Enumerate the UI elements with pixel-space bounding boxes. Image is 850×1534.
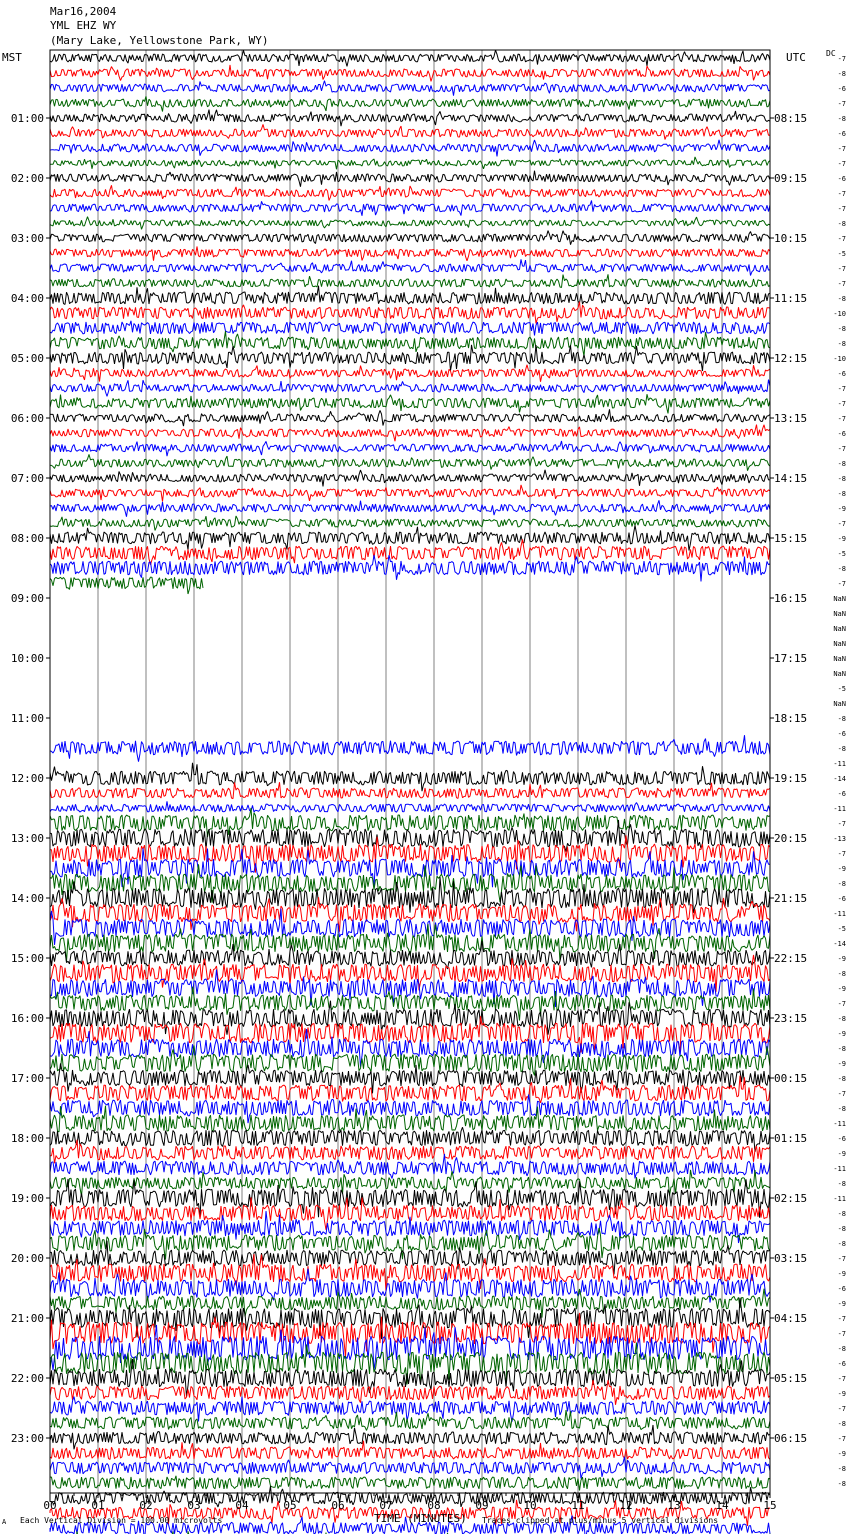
dc-offset-value: -8: [837, 565, 846, 573]
dc-offset-value: -9: [837, 865, 846, 873]
utc-hour-label: 17:15: [774, 652, 808, 665]
dc-offset-value: NaN: [833, 610, 846, 618]
seismic-trace: [50, 201, 770, 216]
mst-hour-label: 19:00: [10, 1192, 44, 1205]
utc-hour-label: 21:15: [774, 892, 808, 905]
dc-offset-value: -7: [837, 580, 846, 588]
utc-hour-label: 01:15: [774, 1132, 808, 1145]
dc-offset-value: -8: [837, 295, 846, 303]
seismic-trace: [50, 124, 770, 139]
mst-hour-label: 22:00: [10, 1372, 44, 1385]
seismic-trace: [50, 259, 770, 275]
mst-hour-label: 04:00: [10, 292, 44, 305]
vertical-scale-note: Each Vertical Division = 100.00 microvolts: [20, 1516, 223, 1525]
mst-hour-label: 23:00: [10, 1432, 44, 1445]
dc-offset-value: -8: [837, 1015, 846, 1023]
seismic-trace: [50, 525, 770, 550]
dc-offset-value: -8: [837, 220, 846, 228]
dc-offset-value: -8: [837, 460, 846, 468]
dc-offset-value: -9: [837, 1030, 846, 1038]
mst-hour-label: 03:00: [10, 232, 44, 245]
seismic-trace: [50, 1029, 770, 1067]
mst-hour-label: 09:00: [10, 592, 44, 605]
seismic-trace: [50, 516, 770, 530]
footer-corner-mark: A: [2, 1518, 7, 1526]
seismic-trace: [50, 1170, 770, 1196]
seismic-trace: [50, 171, 770, 187]
utc-hour-label: 04:15: [774, 1312, 808, 1325]
utc-hour-label: 08:15: [774, 112, 808, 125]
dc-offset-value: -8: [837, 1480, 846, 1488]
seismic-trace: [50, 924, 770, 962]
dc-offset-value: -7: [837, 520, 846, 528]
dc-offset-value: -8: [837, 745, 846, 753]
dc-offset-value: -8: [837, 340, 846, 348]
x-tick-label: 00: [43, 1499, 57, 1512]
x-tick-label: 14: [715, 1499, 729, 1512]
dc-offset-value: -7: [837, 1405, 846, 1413]
seismic-trace: [50, 96, 770, 111]
utc-hour-label: 10:15: [774, 232, 808, 245]
mst-hour-label: 11:00: [10, 712, 44, 725]
x-tick-label: 03: [187, 1499, 201, 1512]
dc-offset-value: -6: [837, 370, 846, 378]
dc-offset-value: -9: [837, 1390, 846, 1398]
seismic-trace: [50, 425, 770, 442]
dc-offset-value: -9: [837, 1300, 846, 1308]
dc-offset-value: -6: [837, 895, 846, 903]
seismic-trace: [50, 409, 770, 426]
seismic-trace: [50, 302, 770, 324]
dc-offset-value: NaN: [833, 700, 846, 708]
dc-offset-value: -7: [837, 820, 846, 828]
dc-offset-value: -9: [837, 1060, 846, 1068]
utc-hour-label: 05:15: [774, 1372, 808, 1385]
seismic-trace: [50, 470, 770, 487]
seismic-trace: [50, 1457, 770, 1479]
mst-hour-label: 21:00: [10, 1312, 44, 1325]
dc-offset-value: -8: [837, 970, 846, 978]
dc-offset-value: -11: [833, 1120, 846, 1128]
mst-hour-label: 02:00: [10, 172, 44, 185]
dc-offset-value: -7: [837, 400, 846, 408]
utc-hour-label: 02:15: [774, 1192, 808, 1205]
seismic-trace: [50, 1127, 770, 1152]
dc-offset-value: -8: [837, 115, 846, 123]
seismic-trace: [50, 380, 770, 397]
mst-hour-label: 20:00: [10, 1252, 44, 1265]
dc-offset-value: -14: [833, 775, 846, 783]
plot-date: Mar16,2004: [50, 5, 117, 18]
dc-offset-value: NaN: [833, 640, 846, 648]
dc-offset-value: NaN: [833, 655, 846, 663]
dc-offset-value: -9: [837, 1450, 846, 1458]
dc-offset-value: -6: [837, 1135, 846, 1143]
mst-hour-label: 01:00: [10, 112, 44, 125]
dc-offset-value: -8: [837, 70, 846, 78]
mst-hour-label: 16:00: [10, 1012, 44, 1025]
dc-offset-value: -11: [833, 760, 846, 768]
dc-offset-value: -11: [833, 805, 846, 813]
dc-offset-value: -13: [833, 835, 846, 843]
seismic-trace: [50, 577, 203, 594]
dc-offset-value: -8: [837, 715, 846, 723]
seismic-trace: [50, 1298, 770, 1339]
dc-offset-value: -7: [837, 235, 846, 243]
x-tick-label: 13: [667, 1499, 681, 1512]
dc-offset-value: -8: [837, 490, 846, 498]
station-location: (Mary Lake, Yellowstone Park, WY): [50, 34, 269, 47]
seismic-trace: [50, 1095, 770, 1124]
dc-offset-value: -5: [837, 250, 846, 258]
dc-offset-value: -9: [837, 985, 846, 993]
dc-offset-value: -8: [837, 1105, 846, 1113]
dc-offset-value: -8: [837, 1180, 846, 1188]
seismic-trace: [50, 485, 770, 502]
seismic-trace: [50, 50, 770, 66]
x-tick-label: 15: [763, 1499, 777, 1512]
seismic-trace: [50, 274, 770, 287]
mst-hour-label: 06:00: [10, 412, 44, 425]
seismic-trace: [50, 1410, 770, 1430]
dc-offset-value: -7: [837, 1255, 846, 1263]
mst-hour-label: 08:00: [10, 532, 44, 545]
dc-offset-value: NaN: [833, 670, 846, 678]
dc-offset-value: -7: [837, 445, 846, 453]
x-tick-label: 05: [283, 1499, 297, 1512]
dc-offset-value: -5: [837, 550, 846, 558]
seismic-trace: [50, 365, 770, 382]
dc-offset-value: -8: [837, 475, 846, 483]
seismic-trace: [50, 286, 770, 305]
seismic-trace: [50, 801, 770, 812]
dc-offset-value: -8: [837, 1210, 846, 1218]
utc-hour-label: 03:15: [774, 1252, 808, 1265]
mst-hour-label: 18:00: [10, 1132, 44, 1145]
utc-hour-label: 19:15: [774, 772, 808, 785]
dc-offset-value: -6: [837, 130, 846, 138]
dc-offset-value: -11: [833, 1195, 846, 1203]
x-tick-label: 10: [523, 1499, 537, 1512]
utc-hour-label: 06:15: [774, 1432, 808, 1445]
utc-hour-label: 11:15: [774, 292, 808, 305]
seismic-trace: [50, 500, 770, 516]
dc-offset-title: DC: [826, 49, 836, 58]
seismic-trace: [50, 217, 770, 230]
dc-offset-value: -10: [833, 310, 846, 318]
utc-hour-label: 16:15: [774, 592, 808, 605]
dc-offset-value: -8: [837, 1420, 846, 1428]
dc-offset-value: -5: [837, 925, 846, 933]
x-tick-label: 02: [139, 1499, 153, 1512]
x-tick-label: 07: [379, 1499, 393, 1512]
dc-offset-value: -7: [837, 100, 846, 108]
utc-hour-label: 22:15: [774, 952, 808, 965]
mst-hour-label: 07:00: [10, 472, 44, 485]
mst-hour-label: 12:00: [10, 772, 44, 785]
dc-offset-value: -10: [833, 355, 846, 363]
x-tick-label: 11: [571, 1499, 585, 1512]
mst-hour-label: 05:00: [10, 352, 44, 365]
dc-offset-value: -7: [837, 190, 846, 198]
seismic-trace: [50, 763, 770, 791]
dc-offset-value: -7: [837, 1375, 846, 1383]
seismic-trace: [50, 331, 770, 356]
seismic-trace: [50, 65, 770, 81]
dc-offset-value: -7: [837, 205, 846, 213]
dc-offset-value: -7: [837, 385, 846, 393]
dc-offset-value: -7: [837, 1435, 846, 1443]
dc-offset-value: -8: [837, 1045, 846, 1053]
right-axis-title: UTC: [786, 51, 806, 64]
dc-offset-value: -7: [837, 160, 846, 168]
utc-hour-label: 00:15: [774, 1072, 808, 1085]
dc-offset-value: -8: [837, 880, 846, 888]
dc-offset-value: -9: [837, 505, 846, 513]
dc-offset-value: -7: [837, 1000, 846, 1008]
dc-offset-value: -11: [833, 910, 846, 918]
seismic-trace: [50, 1476, 770, 1491]
station-code: YML EHZ WY: [50, 19, 117, 32]
dc-offset-value: -9: [837, 1150, 846, 1158]
utc-hour-label: 09:15: [774, 172, 808, 185]
dc-offset-value: -9: [837, 535, 846, 543]
dc-offset-value: -7: [837, 850, 846, 858]
dc-offset-value: -8: [837, 1465, 846, 1473]
dc-offset-value: -6: [837, 1360, 846, 1368]
seismic-trace: [50, 140, 770, 157]
dc-offset-value: -7: [837, 1090, 846, 1098]
dc-offset-value: -8: [837, 1225, 846, 1233]
dc-offset-value: -7: [837, 265, 846, 273]
dc-offset-value: -8: [837, 1240, 846, 1248]
dc-offset-value: -6: [837, 85, 846, 93]
dc-offset-value: NaN: [833, 595, 846, 603]
seismic-trace: [50, 454, 770, 470]
seismic-trace: [50, 394, 770, 413]
dc-offset-value: -7: [837, 145, 846, 153]
utc-hour-label: 20:15: [774, 832, 808, 845]
left-axis-title: MST: [2, 51, 22, 64]
x-tick-label: 09: [475, 1499, 489, 1512]
seismic-trace: [50, 441, 770, 456]
dc-offset-value: -5: [837, 685, 846, 693]
dc-offset-value: -7: [837, 1315, 846, 1323]
utc-hour-label: 13:15: [774, 412, 808, 425]
utc-hour-label: 18:15: [774, 712, 808, 725]
seismic-trace: [50, 157, 770, 169]
x-tick-label: 04: [235, 1499, 249, 1512]
dc-offset-value: -8: [837, 325, 846, 333]
dc-offset-value: -8: [837, 1345, 846, 1353]
seismic-trace: [50, 247, 770, 261]
dc-offset-value: -7: [837, 280, 846, 288]
seismic-trace: [50, 782, 770, 798]
mst-hour-label: 17:00: [10, 1072, 44, 1085]
seismic-trace: [50, 321, 770, 336]
x-tick-label: 06: [331, 1499, 345, 1512]
seismic-trace: [50, 909, 770, 945]
seismic-trace: [50, 185, 770, 200]
mst-hour-label: 15:00: [10, 952, 44, 965]
dc-offset-value: -9: [837, 955, 846, 963]
dc-offset-value: -6: [837, 1285, 846, 1293]
dc-offset-value: -6: [837, 790, 846, 798]
dc-offset-value: -7: [837, 415, 846, 423]
seismic-trace: [50, 864, 770, 902]
dc-offset-value: -6: [837, 730, 846, 738]
dc-offset-value: NaN: [833, 625, 846, 633]
x-tick-label: 12: [619, 1499, 633, 1512]
seismic-trace: [50, 110, 770, 127]
utc-hour-label: 14:15: [774, 472, 808, 485]
utc-hour-label: 15:15: [774, 532, 808, 545]
dc-offset-value: -14: [833, 940, 846, 948]
dc-offset-value: -11: [833, 1165, 846, 1173]
seismic-trace: [50, 231, 770, 245]
clipping-note: Traces clipped at plus/minus 5 vertical divisions: [482, 1516, 719, 1525]
dc-offset-value: -9: [837, 1270, 846, 1278]
dc-offset-value: -6: [837, 430, 846, 438]
seismic-trace: [50, 735, 770, 761]
x-axis-title: TIME (MINUTES): [374, 1512, 467, 1525]
x-tick-label: 08: [427, 1499, 441, 1512]
dc-offset-value: -7: [837, 55, 846, 63]
mst-hour-label: 10:00: [10, 652, 44, 665]
seismic-trace: [50, 1228, 770, 1260]
seismic-trace: [50, 1441, 770, 1460]
mst-hour-label: 14:00: [10, 892, 44, 905]
mst-hour-label: 13:00: [10, 832, 44, 845]
seismic-trace: [50, 81, 770, 96]
dc-offset-value: -8: [837, 1075, 846, 1083]
dc-offset-value: -7: [837, 1330, 846, 1338]
utc-hour-label: 23:15: [774, 1012, 808, 1025]
utc-hour-label: 12:15: [774, 352, 808, 365]
seismic-trace: [50, 1486, 770, 1511]
dc-offset-value: -6: [837, 175, 846, 183]
x-tick-label: 01: [91, 1499, 105, 1512]
